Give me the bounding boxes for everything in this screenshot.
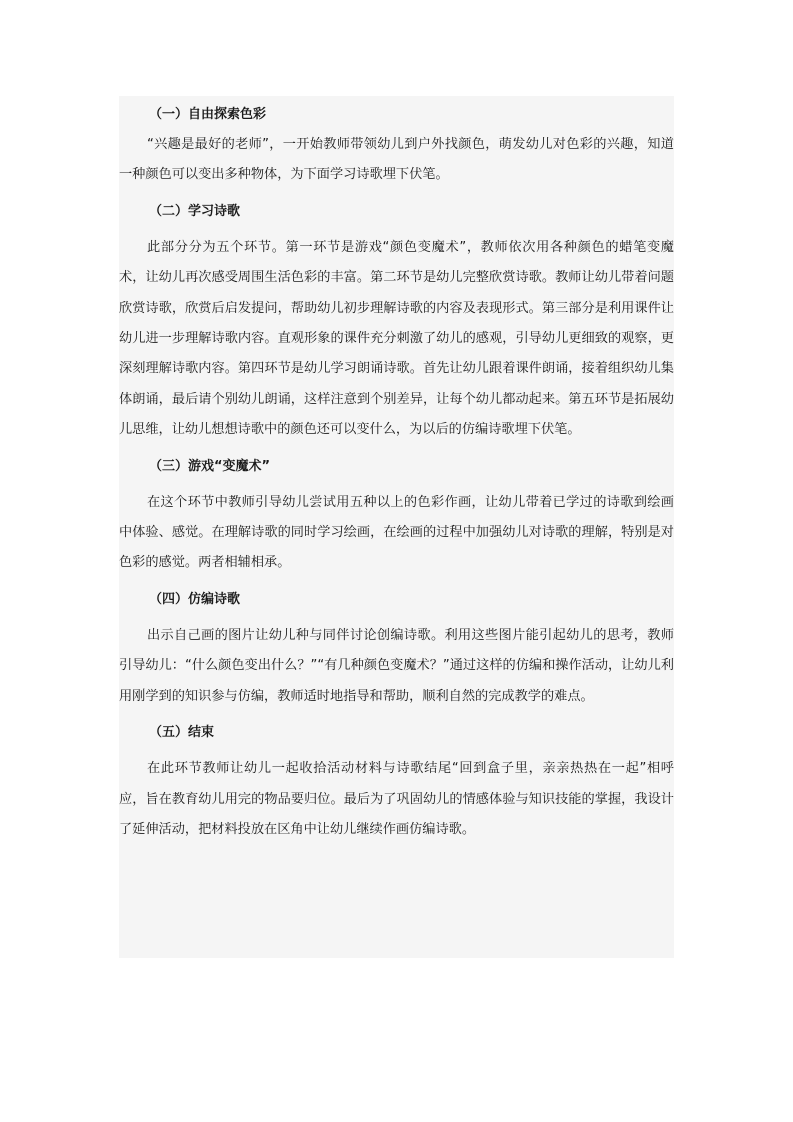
section-3-paragraph: 在这个环节中教师引导幼儿尝试用五种以上的色彩作画，让幼儿带着已学过的诗歌到绘画中体验、感觉。在理解诗歌的同时学习绘画，在绘画的过程中加强幼儿对诗歌的理解，特别是对色彩的感觉。两者相辅相承。 <box>119 494 674 571</box>
section-heading-5: （五）结束 <box>149 725 215 741</box>
section-1-paragraph: “兴趣是最好的老师”，一开始教师带领幼儿到户外找颜色，萌发幼儿对色彩的兴趣，知道一种颜色可以变出多种物体，为下面学习诗歌埋下伏笔。 <box>119 137 674 183</box>
section-5-paragraph: 在此环节教师让幼儿一起收拾活动材料与诗歌结尾“回到盒子里，亲亲热热在一起”相呼应，旨在教育幼儿用完的物品要归位。最后为了巩固幼儿的情感体验与知识技能的掌握，我设计了延伸活动，把材料投放在区角中让幼儿继续作画仿编诗歌。 <box>119 761 674 837</box>
section-heading-3: （三）游戏“变魔术” <box>149 458 271 474</box>
section-heading-2: （二）学习诗歌 <box>149 203 241 219</box>
section-2-paragraph: 此部分分为五个环节。第一环节是游戏“颜色变魔术”，教师依次用各种颜色的蜡笔变魔术，让幼儿再次感受周围生活色彩的丰富。第二环节是幼儿完整欣赏诗歌。教师让幼儿带着问题欣赏诗歌，欣赏后启发提问，帮助幼儿初步理解诗歌的内容及表现形式。第三部分是利用课件让幼儿进一步理解诗歌内容。直观形象的课件充分刺激了幼儿的感观，引导幼儿更细致的观察，更深刻理解诗歌内容。第四环节是幼儿学习朗诵诗歌。首先让幼儿跟着课件朗诵，接着组织幼儿集体朗诵，最后请个别幼儿朗诵，这样注意到个别差异，让每个幼儿都动起来。第五环节是拓展幼儿思维，让幼儿想想诗歌中的颜色还可以变什么，为以后的仿编诗歌埋下伏笔。 <box>119 239 674 438</box>
section-heading-4: （四）仿编诗歌 <box>149 591 241 607</box>
document-body <box>119 96 674 958</box>
section-heading-1: （一）自由探索色彩 <box>149 107 267 122</box>
section-4-paragraph: 出示自己画的图片让幼儿种与同伴讨论创编诗歌。利用这些图片能引起幼儿的思考，教师引导幼儿：“什么颜色变出什么？”“有几种颜色变魔术？”通过这样的仿编和操作活动，让幼儿利用刚学到的知识参与仿编，教师适时地指导和帮助，顺利自然的完成教学的难点。 <box>119 627 674 704</box>
